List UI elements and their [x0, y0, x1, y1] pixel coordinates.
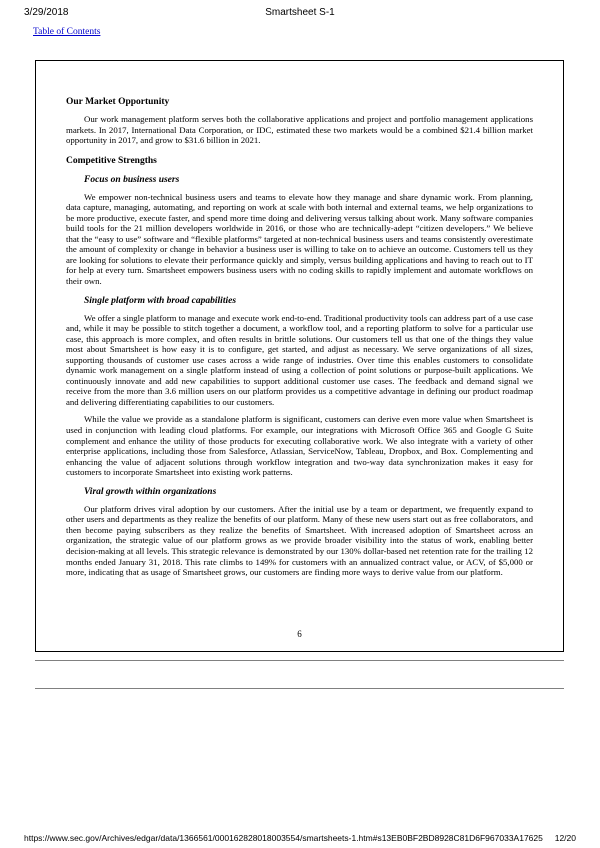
paragraph-focus-on-business-users: We empower non-technical business users and teams to elevate how they manage and share dynamic work. From planning, data capture, managing, automating, and reporting on work at scale with both internal and external teams, we help organizations to be more productive, execute faster, and spend more time doing and delivering versus talking about work. Many software companies build tools for the 21 million developers worldwide in 2016, or those who are technically-adept “citizen developers.” We believe that the “easy to use” software and “flexible platforms” targeted at non-technical business users and teams consistently overestimate the amount of complexity or change in behavior a business user is willing to take on to achieve an outcome. Customers tell us they are looking for solutions to elevate their performance quickly and simply, versus building applications and having to reach out to IT for help at every turn. Smartsheet empowers business users with no coding skills to rapidly implement and automate workflows on their own.	[66, 191, 533, 287]
paragraph-market-opportunity: Our work management platform serves both the collaborative applications and project and portfolio management applications markets. In 2017, International Data Corporation, or IDC, estimated these two markets would be a combined $21.4 billion market opportunity in 2017, and grow to $31.6 billion in 2021.	[66, 114, 533, 146]
subheading-viral-growth: Viral growth within organizations	[84, 486, 217, 497]
paragraph-viral-growth: Our platform drives viral adoption by our customers. After the initial use by a team or department, we frequently expand to other users and departments as they realize the benefits of our platform. Many of these new users start out as free collaborators, and then become paying subscribers as they realize the benefits of Smartsheet. With increased adoption of Smartsheet across an organization, the strategic value of our platform grows as we provide broader visibility into the status of work, enabling better decision-making at all levels. This strategic relevance is demonstrated by our 130% dollar-based net retention rate for the trailing 12 months ended January 31, 2018. This rate climbs to 149% for customers with an annualized contract value, or ACV, of $5,000 or more, indicating that as usage of Smartsheet grows, our customers are finding more ways to derive value from our platform.	[66, 503, 533, 578]
document-page-frame	[35, 60, 564, 652]
document-title: Smartsheet S-1	[265, 7, 335, 18]
print-pagination: 12/20	[554, 833, 576, 843]
section-heading-competitive-strengths: Competitive Strengths	[66, 155, 157, 166]
page-number: 6	[297, 629, 302, 639]
divider-bottom	[35, 688, 564, 689]
paragraph-single-platform: We offer a single platform to manage and execute work end-to-end. Traditional productivity tools can address part of a use case and, while it may be possible to stitch together a document, a workflow tool, and a reporting platform to solve for a particular use case, this approach is more complex, and often results in brittle solutions. Our customers tell us that one of the things they value most about Smartsheet is how easy it is to configure, get started, and adjust as necessary. We serve organizations of all sizes, supporting thousands of customer use cases across a wide range of industries. Over time this enables customers to consolidate dynamic work management on a single platform instead of using a collection of point solutions or purpose-built applications. We continuously innovate and add new capabilities to support additional customer use cases. The feedback and demand signal we receive from the more than 3.6 million users on our platform provides us a competitive advantage in defining our product roadmap and delivering differentiating capabilities to our customers.	[66, 312, 533, 407]
divider-top	[35, 660, 564, 661]
subheading-focus-on-business-users: Focus on business users	[84, 174, 180, 185]
print-footer	[24, 831, 576, 843]
print-date: 3/29/2018	[24, 7, 69, 18]
paragraph-standalone-value: While the value we provide as a standalone platform is significant, customers can derive even more value when Smartsheet is used in conjunction with leading cloud platforms. For example, our integrations with Microsoft Office 365 and Google G Suite complement and enhance the utility of those products for executing collaborative work. We also integrate with a variety of other enterprise applications, including those from Salesforce, Atlassian, ServiceNow, Tableau, Dropbox, and Box. Complementing and enhancing the value of adjacent solutions through workflow integration and two-way data synchronization makes it easy for customers to incorporate Smartsheet into existing work patterns.	[66, 414, 533, 478]
table-of-contents-link[interactable]: Table of Contents	[33, 27, 101, 37]
print-header	[24, 7, 576, 21]
source-url: https://www.sec.gov/Archives/edgar/data/1366561/000162828018003554/smartsheets-1.htm#s13EB0BF2BD8928C81D6F967033A17625	[24, 833, 543, 843]
section-heading-market-opportunity: Our Market Opportunity	[66, 97, 170, 107]
subheading-single-platform: Single platform with broad capabilities	[84, 295, 237, 306]
